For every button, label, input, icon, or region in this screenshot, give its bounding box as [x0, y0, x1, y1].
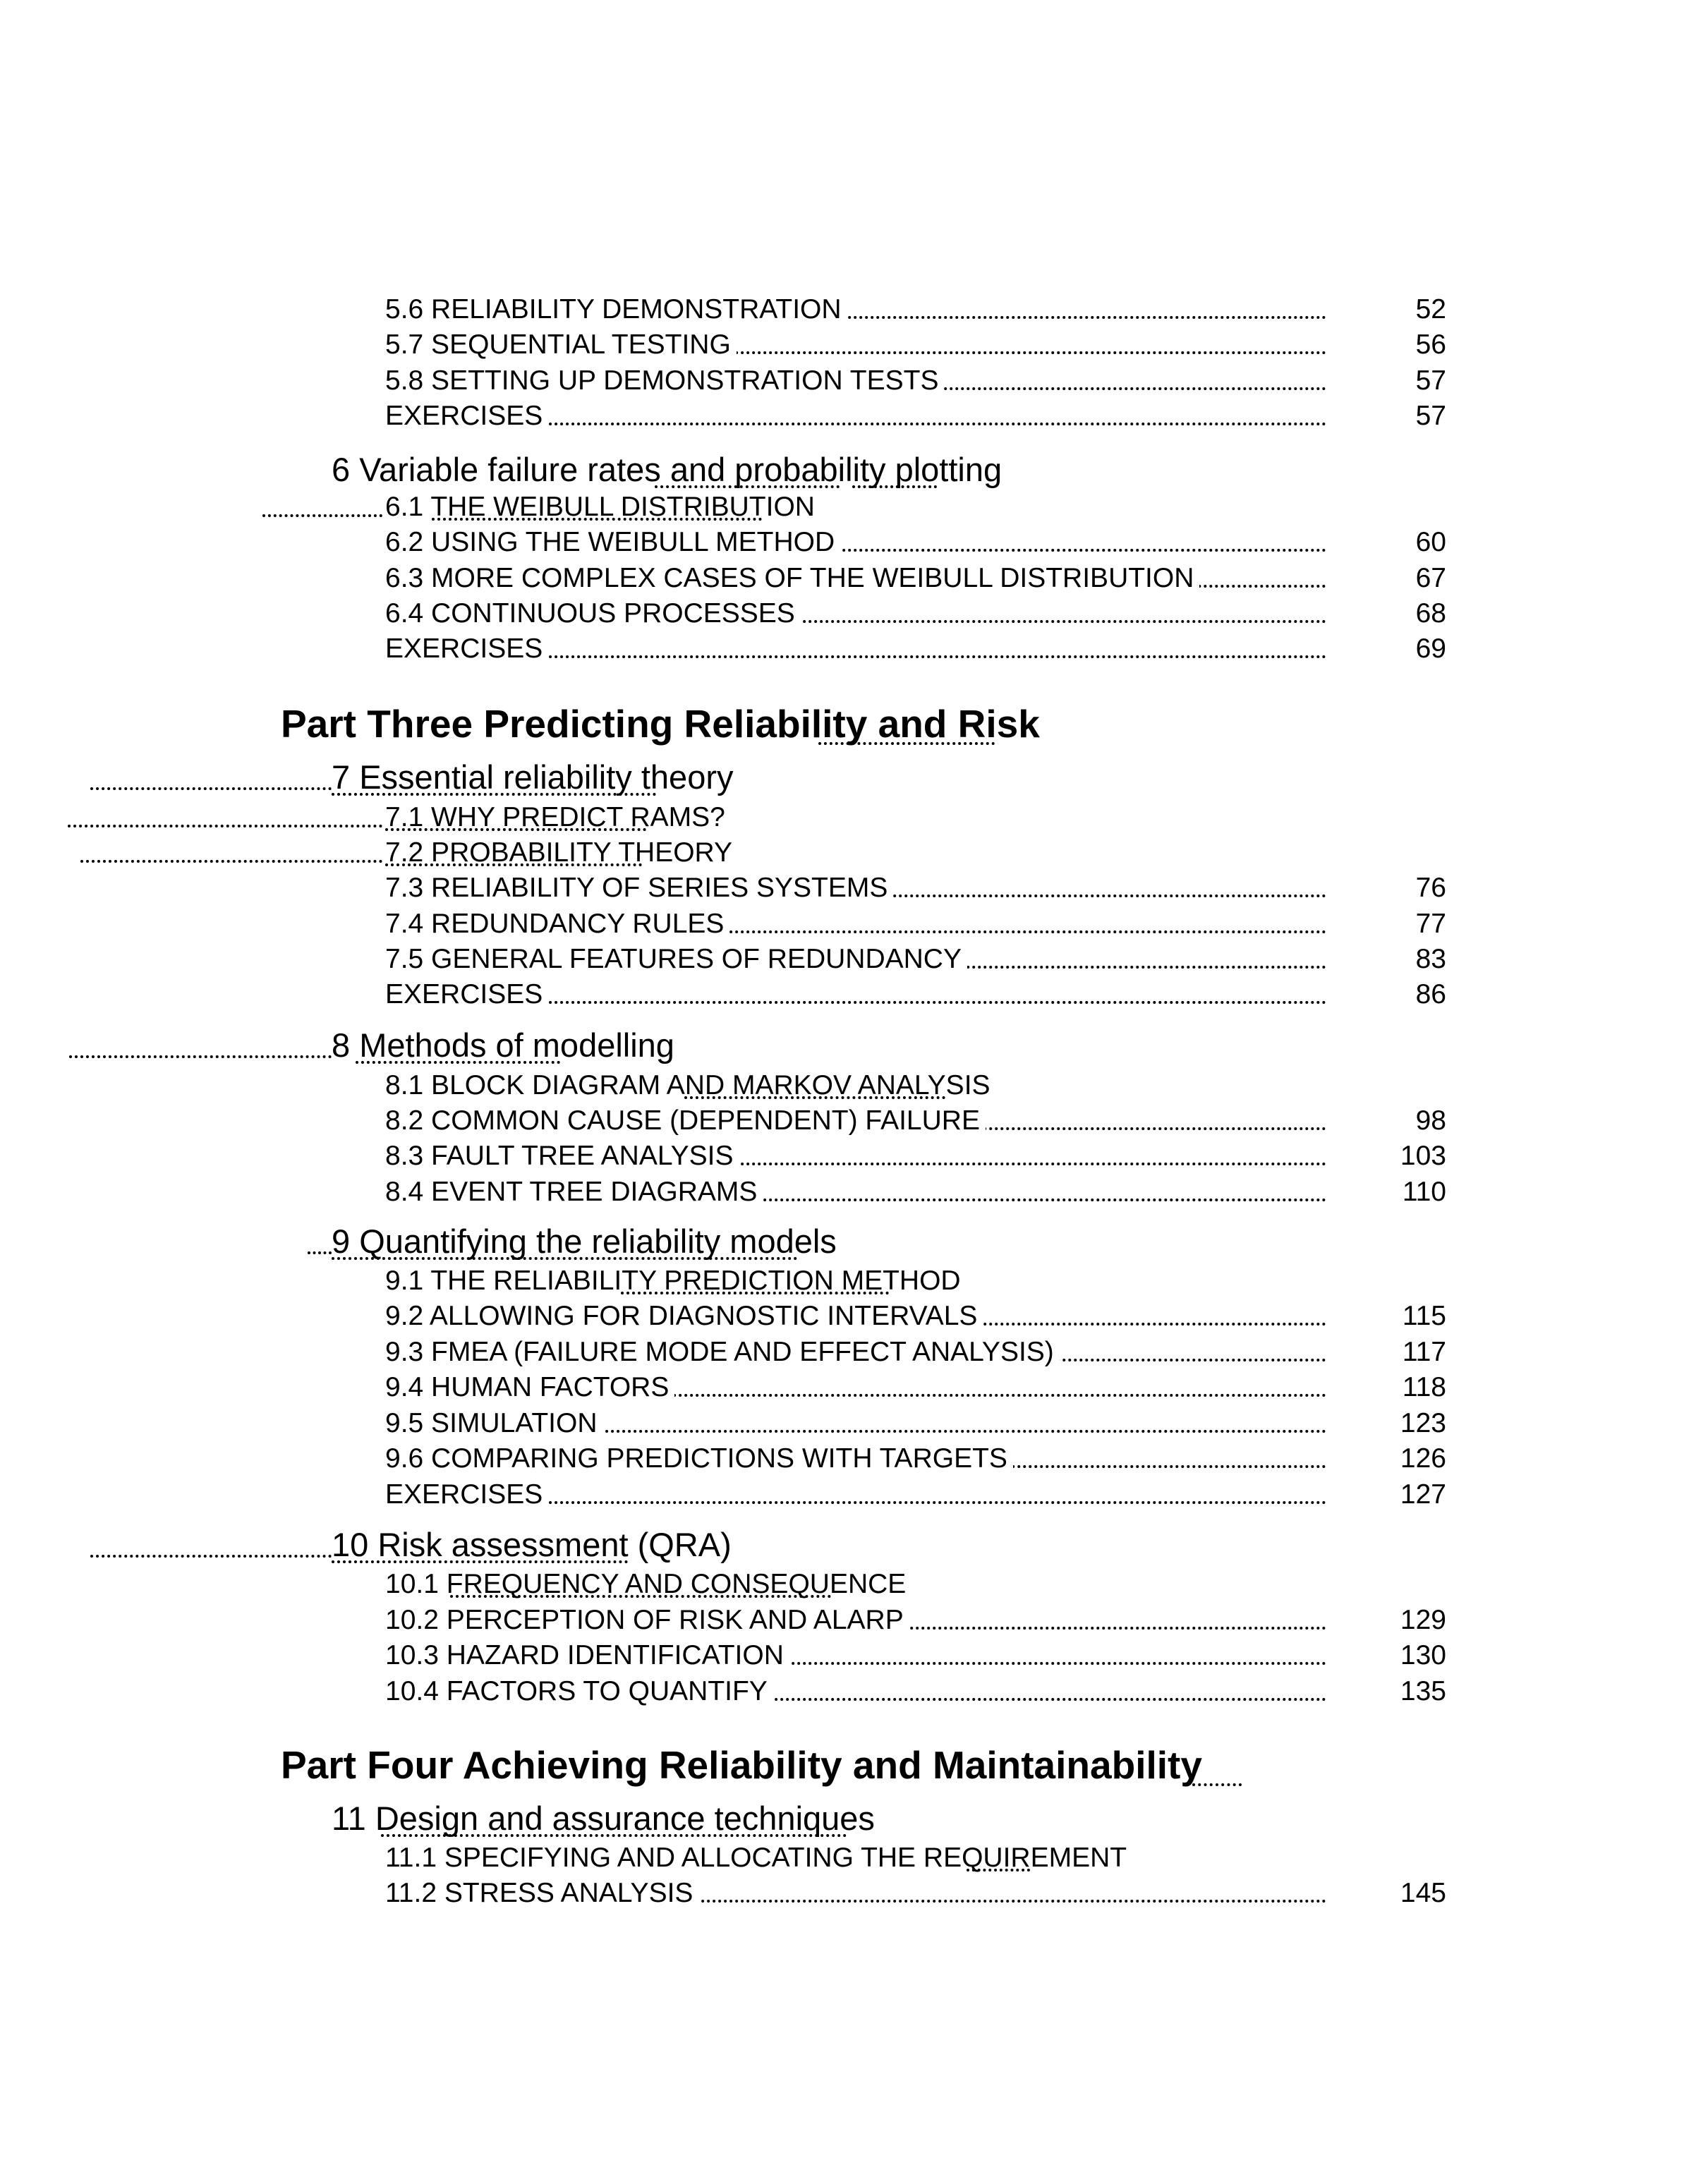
toc-entry-label: 9.2 ALLOWING FOR DIAGNOSTIC INTERVALS [385, 1299, 983, 1334]
toc-entry-label: EXERCISES [385, 977, 548, 1012]
toc-entry-label: 9.6 COMPARING PREDICTIONS WITH TARGETS [385, 1441, 1013, 1476]
dotted-underline [332, 790, 656, 796]
chapter-heading[interactable]: 7 Essential reliability theory [332, 758, 734, 796]
page-number: 103 [1400, 1141, 1446, 1171]
dotted-underline [967, 1866, 1030, 1871]
dotted-underline [332, 1558, 628, 1563]
toc-entry-label: 5.8 SETTING UP DEMONSTRATION TESTS [385, 363, 944, 399]
page-number: 135 [1400, 1676, 1446, 1706]
toc-entry[interactable] [385, 1674, 1326, 1709]
page-number: 52 [1415, 294, 1446, 324]
toc-entry-label: 9.1 THE RELIABILITY PREDICTION METHOD [385, 1263, 967, 1299]
dotted-underline [332, 1254, 797, 1260]
toc-entry-label: 5.6 RELIABILITY DEMONSTRATION [385, 292, 847, 327]
part-heading: Part Three Predicting Reliability and Risk [281, 702, 1040, 746]
dotted-underline [852, 483, 937, 488]
page-number: 127 [1400, 1479, 1446, 1510]
toc-entry[interactable] [385, 1103, 1326, 1139]
page-number: 68 [1415, 598, 1446, 629]
dotted-underline [385, 861, 642, 866]
toc-entry[interactable] [385, 525, 1326, 560]
toc-entry-label: 11.2 STRESS ANALYSIS [385, 1876, 698, 1911]
toc-entry[interactable] [385, 906, 1326, 942]
chapter-heading[interactable]: 8 Methods of modelling [332, 1026, 674, 1064]
dotted-underline [385, 825, 646, 831]
toc-entry-label: 8.1 BLOCK DIAGRAM AND MARKOV ANALYSIS [385, 1068, 996, 1103]
page-number: 145 [1400, 1878, 1446, 1908]
toc-entry-label: 6.2 USING THE WEIBULL METHOD [385, 525, 840, 560]
toc-entry[interactable] [385, 942, 1326, 977]
toc-entry-label: 7.3 RELIABILITY OF SERIES SYSTEMS [385, 870, 893, 906]
leader-dots [68, 820, 382, 827]
toc-entry[interactable] [385, 561, 1326, 596]
toc-entry[interactable] [385, 1441, 1326, 1476]
toc-entry-label: 9.5 SIMULATION [385, 1406, 603, 1441]
page-number: 118 [1402, 1372, 1446, 1402]
toc-entry[interactable] [385, 1175, 1326, 1210]
dotted-underline [1192, 1780, 1242, 1786]
toc-entry-label: 8.2 COMMON CAUSE (DEPENDENT) FAILURE [385, 1103, 986, 1139]
page-number: 77 [1415, 909, 1446, 939]
toc-entry[interactable] [385, 1299, 1326, 1334]
page-number: 123 [1400, 1408, 1446, 1438]
leader-dots [262, 510, 382, 517]
dotted-underline [655, 483, 840, 488]
dotted-underline [432, 515, 762, 521]
toc-entry[interactable] [385, 399, 1326, 434]
toc-entry-label: EXERCISES [385, 631, 548, 667]
chapter-heading[interactable]: 6 Variable failure rates and probability plotting [332, 451, 1003, 488]
page-number: 67 [1415, 563, 1446, 593]
part-heading: Part Four Achieving Reliability and Maintainability [281, 1743, 1202, 1787]
toc-entry[interactable] [385, 1335, 1326, 1370]
toc-entry[interactable] [385, 1406, 1326, 1441]
dotted-underline [450, 1592, 831, 1598]
toc-entry-label: 11.1 SPECIFYING AND ALLOCATING THE REQUIREMENT [385, 1840, 1132, 1876]
dotted-underline [818, 739, 995, 745]
page-number: 57 [1415, 401, 1446, 431]
toc-entry[interactable] [385, 870, 1326, 906]
leader-dots [80, 856, 382, 863]
page-number: 60 [1415, 527, 1446, 557]
chapter-heading[interactable]: 9 Quantifying the reliability models [332, 1223, 837, 1260]
toc-entry-label: 8.4 EVENT TREE DIAGRAMS [385, 1175, 763, 1210]
dotted-underline [621, 1289, 889, 1294]
toc-entry-label: 7.2 PROBABILITY THEORY [385, 835, 738, 870]
toc-entry[interactable] [385, 1370, 1326, 1405]
dotted-underline [381, 1831, 847, 1837]
toc-entry-label: 10.4 FACTORS TO QUANTIFY [385, 1674, 773, 1709]
toc-entry[interactable] [385, 363, 1326, 399]
toc-entry[interactable] [385, 292, 1326, 327]
toc-entry-label: 10.1 FREQUENCY AND CONSEQUENCE [385, 1567, 911, 1602]
page-number: 98 [1415, 1105, 1446, 1136]
toc-entry-label: 9.4 HUMAN FACTORS [385, 1370, 674, 1405]
toc-entry-label: 6.1 THE WEIBULL DISTRIBUTION [385, 490, 820, 525]
page-number: 69 [1415, 633, 1446, 664]
page-number: 129 [1400, 1605, 1446, 1635]
chapter-heading[interactable]: 11 Design and assurance techniques [332, 1800, 875, 1837]
leader-dots [90, 1551, 332, 1558]
dotted-underline [356, 1058, 560, 1064]
leader-dots [90, 783, 332, 790]
toc-entry-label: EXERCISES [385, 399, 548, 434]
toc-entry-label: 6.3 MORE COMPLEX CASES OF THE WEIBULL DISTRIBUTION [385, 561, 1199, 596]
toc-entry[interactable] [385, 1139, 1326, 1174]
page-number: 86 [1415, 979, 1446, 1009]
toc-entry-label: 5.7 SEQUENTIAL TESTING [385, 327, 737, 363]
toc-entry[interactable] [385, 1638, 1326, 1673]
dotted-underline [684, 1093, 945, 1099]
toc-entry-label: 7.4 REDUNDANCY RULES [385, 906, 729, 942]
toc-entry[interactable] [385, 1603, 1326, 1638]
toc-entry-label: 10.3 HAZARD IDENTIFICATION [385, 1638, 789, 1673]
leader-dots [69, 1051, 332, 1058]
page-number: 117 [1402, 1337, 1446, 1367]
toc-entry[interactable] [385, 977, 1326, 1012]
toc-entry-label: 7.5 GENERAL FEATURES OF REDUNDANCY [385, 942, 967, 977]
page-number: 110 [1402, 1177, 1446, 1207]
toc-entry-label: 7.1 WHY PREDICT RAMS? [385, 800, 731, 835]
toc-entry-label: EXERCISES [385, 1477, 548, 1512]
toc-entry-label: 10.2 PERCEPTION OF RISK AND ALARP [385, 1603, 909, 1638]
toc-entry[interactable] [385, 1876, 1326, 1911]
page-number: 56 [1415, 329, 1446, 360]
toc-entry[interactable] [385, 596, 1326, 631]
page-number: 83 [1415, 944, 1446, 974]
toc-entry[interactable] [385, 1477, 1326, 1512]
toc-entry-label: 6.4 CONTINUOUS PROCESSES [385, 596, 801, 631]
page-number: 76 [1415, 873, 1446, 903]
toc-entry-label: 8.3 FAULT TREE ANALYSIS [385, 1139, 739, 1174]
leader-dots [308, 1247, 332, 1254]
toc-entry-label: 9.3 FMEA (FAILURE MODE AND EFFECT ANALYSIS) [385, 1335, 1060, 1370]
toc-entry[interactable] [385, 1840, 1326, 1876]
page-number: 57 [1415, 365, 1446, 396]
chapter-heading[interactable]: 10 Risk assessment (QRA) [332, 1526, 732, 1563]
toc-entry[interactable] [385, 631, 1326, 667]
toc-entry[interactable] [385, 327, 1326, 363]
page-number: 126 [1400, 1443, 1446, 1474]
page-number: 115 [1402, 1301, 1446, 1331]
page-number: 130 [1400, 1640, 1446, 1670]
